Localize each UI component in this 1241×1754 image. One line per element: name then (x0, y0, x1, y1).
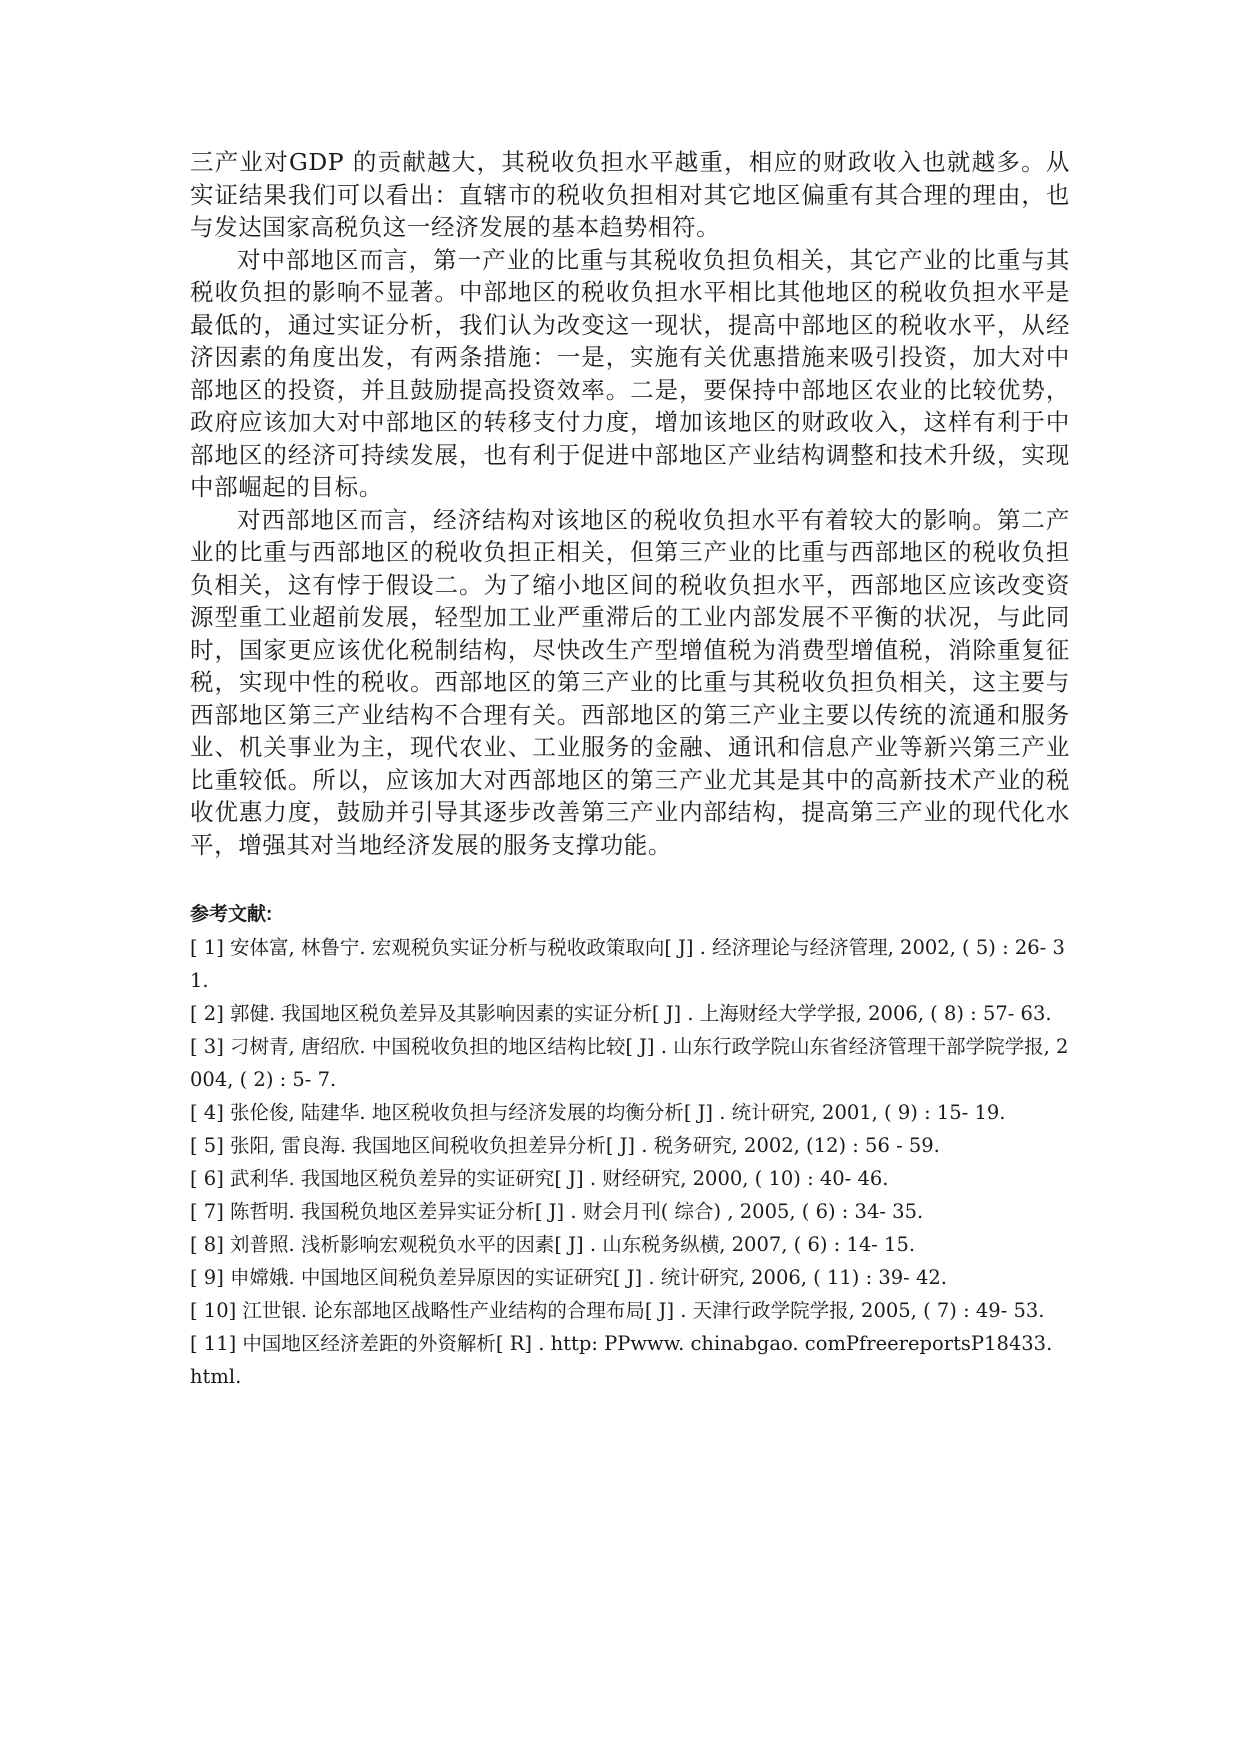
reference-item: [ 4] 张伦俊, 陆建华. 地区税收负担与经济发展的均衡分析[ J] . 统计研究, 2001, ( 9) : 15- 19. (190, 1101, 1006, 1124)
reference-item: [ 7] 陈哲明. 我国税负地区差异实证分析[ J] . 财会月刊( 综合) , 2005, ( 6) : 34- 35. (190, 1200, 924, 1223)
references-section (190, 899, 1070, 1393)
document-page (190, 146, 1070, 1393)
reference-item: [ 10] 江世银. 论东部地区战略性产业结构的合理布局[ J] . 天津行政学院学报, 2005, ( 7) : 49- 53. (190, 1299, 1045, 1322)
reference-item: [ 8] 刘普照. 浅析影响宏观税负水平的因素[ J] . 山东税务纵横, 2007, ( 6) : 14- 15. (190, 1233, 916, 1256)
reference-item: [ 5] 张阳, 雷良海. 我国地区间税收负担差异分析[ J] . 税务研究, 2002, (12) : 56 - 59. (190, 1134, 940, 1157)
reference-item: [ 3] 刁树青, 唐绍欣. 中国税收负担的地区结构比较[ J] . 山东行政学院山东省经济管理干部学院学报, 2004, ( 2) : 5- 7. (190, 1035, 1069, 1091)
references-list (190, 931, 1070, 1393)
reference-item: [ 1] 安体富, 林鲁宁. 宏观税负实证分析与税收政策取向[ J] . 经济理论与经济管理, 2002, ( 5) : 26- 31. (190, 936, 1065, 992)
reference-item: [ 9] 申嫦娥. 中国地区间税负差异原因的实证研究[ J] . 统计研究, 2006, ( 11) : 39- 42. (190, 1266, 947, 1289)
references-title: 参考文献: (190, 904, 273, 925)
reference-item: [ 2] 郭健. 我国地区税负差异及其影响因素的实证分析[ J] . 上海财经大学学报, 2006, ( 8) : 57- 63. (190, 1002, 1052, 1025)
paragraph-3: 对西部地区而言，经济结构对该地区的税收负担水平有着较大的影响。第二产业的比重与西部地区的税收负担正相关，但第三产业的比重与西部地区的税收负担负相关，这有悖于假设二。为了缩小地区间的税收负担水平，西部地区应该改变资源型重工业超前发展，轻型加工业严重滞后的工业内部发展不平衡的状况，与此同时，国家更应该优化税制结构，尽快改生产型增值税为消费型增值税，消除重复征税，实现中性的税收。西部地区的第三产业的比重与其税收负担负相关，这主要与西部地区第三产业结构不合理有关。西部地区的第三产业主要以传统的流通和服务业、机关事业为主，现代农业、工业服务的金融、通讯和信息产业等新兴第三产业比重较低。所以，应该加大对西部地区的第三产业尤其是其中的高新技术产业的税收优惠力度，鼓励并引导其逐步改善第三产业内部结构，提高第三产业的现代化水平，增强其对当地经济发展的服务支撑功能。 (190, 505, 1070, 859)
reference-item: [ 6] 武利华. 我国地区税负差异的实证研究[ J] . 财经研究, 2000, ( 10) : 40- 46. (190, 1167, 889, 1190)
body-text (190, 146, 1070, 861)
paragraph-1: 三产业对GDP 的贡献越大，其税收负担水平越重，相应的财政收入也就越多。从实证结果我们可以看出：直辖市的税收负担相对其它地区偏重有其合理的理由，也与发达国家高税负这一经济发展的基本趋势相符。 (190, 148, 1070, 241)
reference-item: [ 11] 中国地区经济差距的外资解析[ R] . http: PPwww. chinabgao. comPfreereportsP18433. html. (190, 1332, 1053, 1388)
paragraph-2: 对中部地区而言，第一产业的比重与其税收负担负相关，其它产业的比重与其税收负担的影响不显著。中部地区的税收负担水平相比其他地区的税收负担水平是最低的，通过实证分析，我们认为改变这一现状，提高中部地区的税收水平，从经济因素的角度出发，有两条措施：一是，实施有关优惠措施来吸引投资，加大对中部地区的投资，并且鼓励提高投资效率。二是，要保持中部地区农业的比较优势，政府应该加大对中部地区的转移支付力度，增加该地区的财政收入，这样有利于中部地区的经济可持续发展，也有利于促进中部地区产业结构调整和技术升级，实现中部崛起的目标。 (190, 245, 1070, 501)
